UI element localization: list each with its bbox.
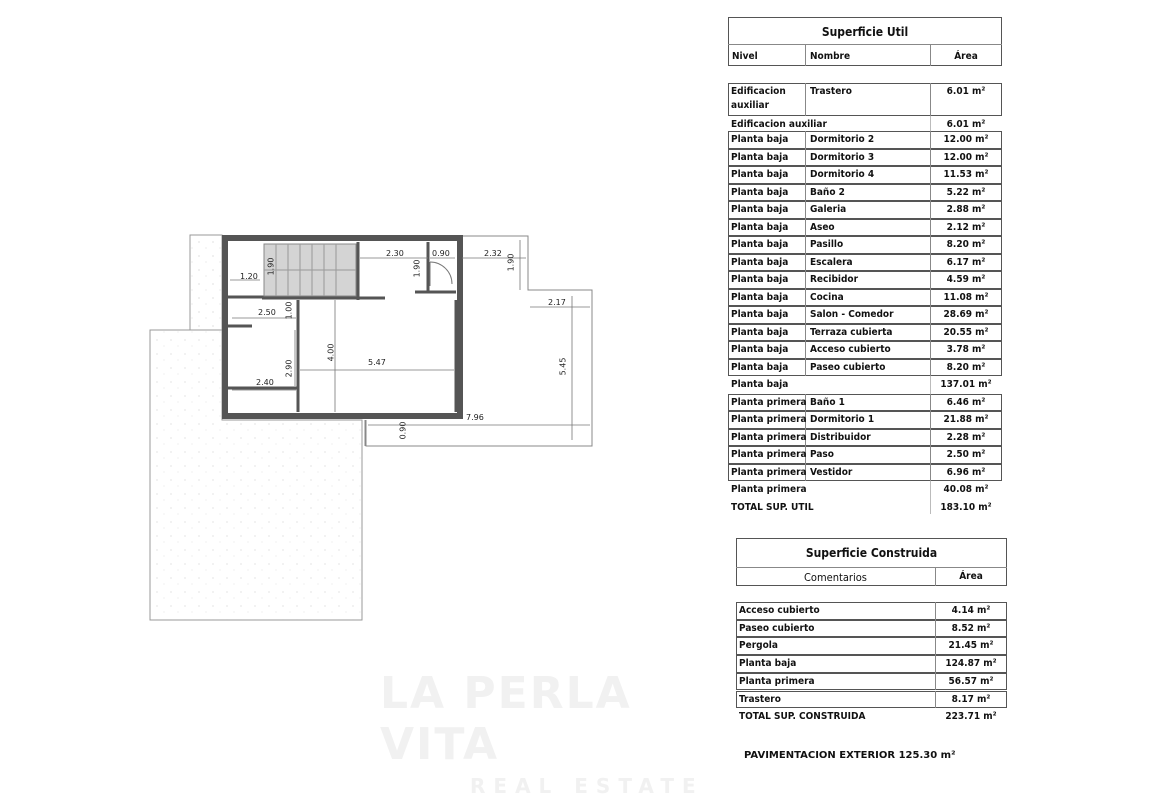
util-row-nombre: Vestidor [810, 467, 853, 478]
dim-label: 2.17 [548, 298, 566, 307]
util-row-area: 4.59 m² [946, 274, 986, 285]
util-row-nombre: Dormitorio 1 [810, 414, 875, 425]
dim-label: 4.00 [326, 343, 336, 362]
dim-label: 1.20 [240, 272, 258, 281]
util-row-area: 2.88 m² [946, 204, 986, 215]
util-row-nombre: Baño 1 [810, 397, 845, 408]
util-row-nombre: Terraza cubierta [810, 327, 893, 338]
util-row-area: 6.96 m² [946, 467, 986, 478]
dim-label: 2.40 [256, 378, 274, 387]
util-row-nivel: Edificacion auxiliar [731, 86, 786, 111]
dim-label: 2.50 [258, 308, 276, 317]
util-header-nivel: Nivel [732, 51, 758, 62]
dim-label: 7.96 [466, 413, 484, 422]
util-row-area: 5.22 m² [946, 187, 986, 198]
dim-label: 1.00 [284, 301, 294, 320]
construida-title: Superficie Construida [805, 546, 938, 560]
construida-row-area: 124.87 m² [945, 658, 997, 670]
dim-label: 2.30 [386, 249, 404, 258]
util-row-nivel: TOTAL SUP. UTIL [731, 502, 814, 513]
util-title: Superficie Util [821, 25, 909, 39]
util-row-nombre: Salon - Comedor [810, 309, 894, 320]
util-row-area: 3.78 m² [946, 344, 986, 355]
util-row-area: 11.08 m² [943, 292, 989, 303]
util-row-area: 6.17 m² [946, 257, 986, 268]
util-header-nombre: Nombre [810, 51, 851, 62]
util-row-nivel: Planta baja [731, 222, 789, 233]
util-row-nivel: Planta baja [731, 239, 789, 250]
util-row-area: 2.12 m² [946, 222, 986, 233]
util-row-nivel: Planta baja [731, 152, 789, 163]
util-row-nombre: Paseo cubierto [810, 362, 886, 373]
util-row-nivel: Planta baja [731, 309, 789, 320]
construida-row-area: 8.52 m² [951, 622, 991, 634]
construida-row-area: 8.17 m² [951, 693, 991, 705]
util-row-area: 2.50 m² [946, 449, 986, 460]
util-row-nivel: Planta baja [731, 204, 789, 215]
util-row-nivel: Planta baja [731, 327, 789, 338]
construida-row-nombre: Trastero [739, 693, 781, 705]
dim-label: 1.90 [506, 253, 516, 272]
construida-row-nombre: Pergola [739, 640, 778, 652]
util-row-nombre: Pasillo [810, 239, 844, 250]
util-row-nivel: Planta baja [731, 379, 789, 390]
util-row-nivel: Planta primera [731, 449, 807, 460]
util-row-nombre: Dormitorio 2 [810, 134, 875, 145]
util-header-area: Área [954, 51, 978, 62]
util-row-nivel: Planta primera [731, 467, 807, 478]
util-row-nivel: Planta baja [731, 169, 789, 180]
util-row-area: 6.01 m² [946, 86, 986, 97]
util-row-nivel: Planta primera [731, 484, 807, 495]
util-row-area: 137.01 m² [940, 379, 992, 390]
util-row-area: 21.88 m² [943, 414, 989, 425]
dim-label: 2.32 [484, 249, 502, 258]
dim-label: 0.90 [432, 249, 450, 258]
util-row-nivel: Planta baja [731, 292, 789, 303]
util-row-nombre: Aseo [810, 222, 835, 233]
util-row-area: 6.46 m² [946, 397, 986, 408]
util-row-nivel: Planta baja [731, 187, 789, 198]
watermark-line2: REAL ESTATE [470, 774, 704, 798]
construida-header-comentarios: Comentarios [804, 571, 867, 584]
util-row-area: 40.08 m² [943, 484, 989, 495]
dim-label: 5.45 [558, 357, 568, 376]
construida-row-area: 4.14 m² [951, 605, 991, 616]
util-row-nombre: Baño 2 [810, 187, 845, 198]
util-row-area: 6.01 m² [946, 119, 986, 130]
util-row-nombre: Dormitorio 3 [810, 152, 875, 163]
util-row-area: 8.20 m² [946, 362, 986, 373]
util-row-area: 2.28 m² [946, 432, 986, 443]
util-row-nivel: Edificacion auxiliar [731, 119, 827, 130]
util-row-area: 20.55 m² [943, 327, 989, 338]
dim-label: 1.90 [266, 257, 276, 276]
construida-row-area: 21.45 m² [948, 640, 994, 652]
construida-row-nombre: Acceso cubierto [739, 605, 820, 616]
watermark-line1: LA PERLA VITA [380, 668, 632, 770]
dim-label: 2.90 [284, 359, 294, 378]
staircase [264, 244, 356, 296]
util-row-area: 12.00 m² [943, 152, 989, 163]
util-row-nivel: Planta baja [731, 257, 789, 268]
util-row-nombre: Dormitorio 4 [810, 169, 875, 180]
door-swing [430, 262, 452, 286]
util-row-nombre: Galeria [810, 204, 847, 215]
util-row-nivel: Planta baja [731, 134, 789, 145]
util-row-nivel: Planta baja [731, 274, 789, 285]
util-row-nombre: Cocina [810, 292, 844, 303]
util-row-area: 183.10 m² [940, 502, 992, 513]
construida-row-area: 56.57 m² [948, 675, 994, 687]
pavimentacion-exterior: PAVIMENTACION EXTERIOR 125.30 m² [744, 750, 956, 761]
construida-row-nombre: Paseo cubierto [739, 622, 815, 634]
util-row-nivel: Planta primera [731, 432, 807, 443]
util-row-nivel: Planta primera [731, 414, 807, 425]
dim-label: 5.47 [368, 358, 386, 367]
dim-label: 1.90 [412, 259, 422, 278]
util-row-nivel: Planta primera [731, 397, 807, 408]
util-row-nombre: Trastero [810, 86, 852, 97]
util-row-nivel: Planta baja [731, 362, 789, 373]
construida-row-nombre: TOTAL SUP. CONSTRUIDA [739, 711, 866, 723]
util-row-area: 12.00 m² [943, 134, 989, 145]
construida-header-area: Área [959, 571, 983, 582]
dim-label: 0.90 [398, 421, 408, 440]
util-row-area: 28.69 m² [943, 309, 989, 320]
construida-row-nombre: Planta primera [739, 675, 815, 687]
construida-row-nombre: Planta baja [739, 658, 797, 670]
util-row-nombre: Paso [810, 449, 834, 460]
util-row-nombre: Recibidor [810, 274, 859, 285]
util-row-nivel: Planta baja [731, 344, 789, 355]
util-row-area: 11.53 m² [943, 169, 989, 180]
util-row-nombre: Escalera [810, 257, 853, 268]
util-row-nombre: Distribuidor [810, 432, 871, 443]
util-row-area: 8.20 m² [946, 239, 986, 250]
construida-row-area: 223.71 m² [945, 711, 997, 723]
util-row-nombre: Acceso cubierto [810, 344, 891, 355]
